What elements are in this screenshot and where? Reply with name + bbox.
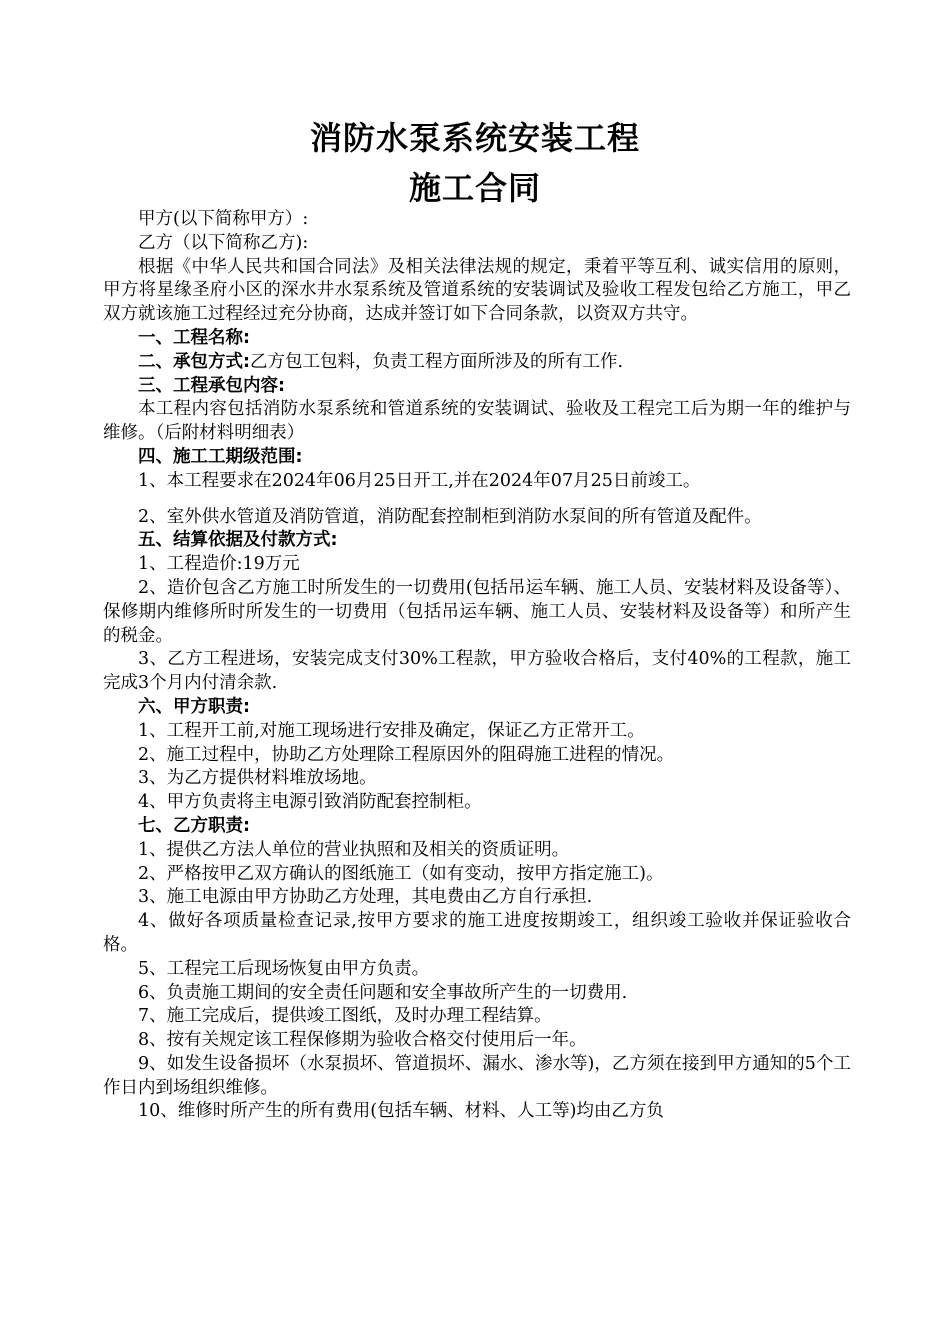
section-4-item-2: 2、室外供水管道及消防管道，消防配套控制柜到消防水泵间的所有管道及配件。 bbox=[138, 506, 762, 527]
section-7-item-4: 4、做好各项质量检查记录,按甲方要求的施工进度按期竣工，组织竣工验收并保证验收合格。 bbox=[103, 911, 851, 955]
section-7-item-8: 8、按有关规定该工程保修期为验收合格交付使用后一年。 bbox=[138, 1030, 587, 1051]
section-7-heading: 七、乙方职责: bbox=[138, 815, 250, 836]
section-7-item-1: 1、提供乙方法人单位的营业执照和及相关的资质证明。 bbox=[138, 839, 570, 860]
section-5-item-3: 3、乙方工程进场，安装完成支付30%工程款，甲方验收合格后，支付40%的工程款，施工完成3个月内付清余款. bbox=[103, 649, 851, 694]
section-4-item-1: 1、本工程要求在2024年06月25日开工,并在2024年07月25日前竣工。 bbox=[138, 470, 701, 491]
party-b-line: 乙方（以下简称乙方): bbox=[138, 232, 309, 253]
section-2-text: 乙方包工包料，负责工程方面所涉及的所有工作. bbox=[250, 351, 624, 372]
section-6-item-2: 2、施工过程中，协助乙方处理除工程原因外的阻碍施工进程的情况。 bbox=[138, 744, 675, 765]
section-7-item-2: 2、严格按甲乙双方确认的图纸施工（如有变动，按甲方指定施工)。 bbox=[138, 863, 664, 884]
section-6-heading: 六、甲方职责: bbox=[138, 696, 250, 717]
contract-body bbox=[103, 208, 851, 1124]
section-7-item-6: 6、负责施工期间的安全责任问题和安全事故所产生的一切费用. bbox=[138, 982, 628, 1003]
section-1-heading-text: 一、工程名称: bbox=[138, 327, 250, 348]
section-3-text: 本工程内容包括消防水泵系统和管道系统的安装调试、验收及工程完工后为期一年的维护与维修。（后附材料明细表） bbox=[103, 399, 851, 444]
section-6-item-3: 3、为乙方提供材料堆放场地。 bbox=[138, 768, 377, 789]
party-a-line: 甲方(以下简称甲方）: bbox=[138, 209, 309, 229]
section-2-heading-text: 二、承包方式: bbox=[138, 351, 250, 372]
document-subtitle: 施工合同 bbox=[408, 169, 541, 207]
section-7-item-7: 7、施工完成后，提供竣工图纸，及时办理工程结算。 bbox=[138, 1006, 552, 1027]
section-3-heading: 三、工程承包内容: bbox=[138, 375, 285, 396]
document-title: 消防水泵系统安装工程 bbox=[309, 119, 640, 157]
section-6-item-4: 4、甲方负责将主电源引致消防配套控制柜。 bbox=[138, 792, 482, 813]
section-7-item-3: 3、施工电源由甲方协助乙方处理，其电费由乙方自行承担. bbox=[138, 887, 593, 908]
section-2-heading bbox=[103, 351, 851, 375]
section-7-item-10: 10、维修时所产生的所有费用(包括车辆、材料、人工等)均由乙方负 bbox=[138, 1101, 664, 1122]
section-5-item-2: 2、造价包含乙方施工时所发生的一切费用(包括吊运车辆、施工人员、安装材料及设备等）、保修期内维修所时所发生的一切费用（包括吊运车辆、施工人员、安装材料及设备等）和所产生的税金。 bbox=[103, 577, 851, 646]
section-7-item-5: 5、工程完工后现场恢复由甲方负责。 bbox=[138, 958, 430, 979]
section-7-item-9: 9、如发生设备损坏（水泵损坏、管道损坏、漏水、渗水等)，乙方须在接到甲方通知的5个工作日内到场组织维修。 bbox=[103, 1053, 851, 1098]
intro-paragraph: 根据《中华人民共和国合同法》及相关法律法规的规定，秉着平等互利、诚实信用的原则，甲方将星缘圣府小区的深水井水泵系统及管道系统的安装调试及验收工程发包给乙方施工，甲乙双方就该施工过程经过充分协商，达成并签订如下合同条款，以资双方共守。 bbox=[103, 256, 851, 325]
section-5-heading: 五、结算依据及付款方式: bbox=[138, 530, 338, 551]
section-5-item-1: 1、工程造价:19万元 bbox=[138, 554, 300, 575]
section-6-item-1: 1、工程开工前,对施工现场进行安排及确定，保证乙方正常开工。 bbox=[138, 720, 645, 741]
section-1-heading bbox=[103, 327, 851, 351]
section-4-heading: 四、施工工期级范围: bbox=[138, 446, 303, 467]
